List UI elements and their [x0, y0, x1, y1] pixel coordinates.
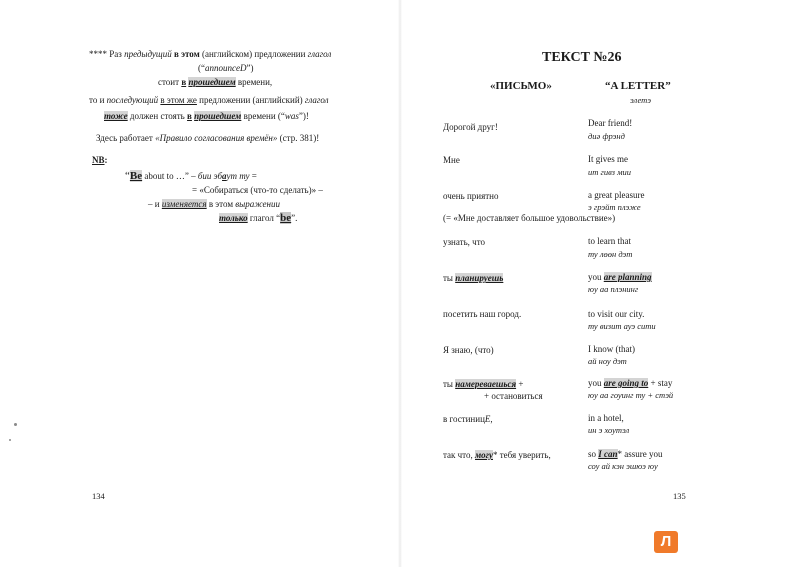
- scan-speck: [9, 439, 11, 441]
- note-line-2: (“announceD”): [198, 63, 254, 73]
- right-page: ТЕКСТ №26 «ПИСЬМО» “A LETTER” элетэ Дорогой друг! Dear friend! диə фрэнд Мне It gives me ит гивз мии очень приятно a great pleasure э грэйт плэже (= «Мне доставляет большое удовольствие») узнать, что to learn that ту лөөн дэт ты планируешь you are planning юу аа плэнинг посетить наш город. to visit our city. ту визит ауэ сити Я знаю, (что) I know (that) ай ноу дэт ты намереваешься + + остановиться you are going to + stay юу аа гоуинг ту + стэй в гостиницЕ, in a hotel, ин э хоутэл так что, могу* тебя уверить, so I can* assure you соу ай кэн эшюэ юу 135: [443, 50, 686, 501]
- note-line-1: **** Раз предыдущий в этом (английском) предложении глагол: [89, 49, 332, 59]
- explanation-note: (= «Мне доставляет большое удовольствие»): [443, 213, 616, 223]
- page-number-right: 135: [673, 491, 686, 501]
- nb-line-4: только глагол “be”.: [219, 212, 298, 224]
- nb-line-2: = «Собираться (что-то сделать)» –: [192, 185, 323, 195]
- publisher-logo: Л: [654, 531, 678, 553]
- note-line-6: Здесь работает «Правило согласования времён» (стр. 381)!: [96, 133, 320, 143]
- heading-ru: «ПИСЬМО»: [490, 80, 552, 92]
- nb-line-1: “Be about to …” – бии эбаут ту =: [125, 170, 257, 182]
- note-line-5: тоже должен стоять в прошедшем времени (“was”)!: [104, 111, 309, 121]
- nb-label: NB:: [92, 155, 108, 165]
- page-number-left: 134: [92, 491, 105, 501]
- heading-en: “A LETTER”: [605, 80, 671, 92]
- scan-speck: [14, 423, 17, 426]
- nb-line-3: – и изменяется в этом выражении: [148, 199, 280, 209]
- text-title: ТЕКСТ №26: [542, 50, 622, 65]
- heading-transcription: элетэ: [630, 95, 652, 105]
- note-line-3: стоит в прошедшем времени,: [158, 77, 273, 87]
- note-line-4: то и последующий в этом же предложении (английский) глагол: [89, 95, 329, 105]
